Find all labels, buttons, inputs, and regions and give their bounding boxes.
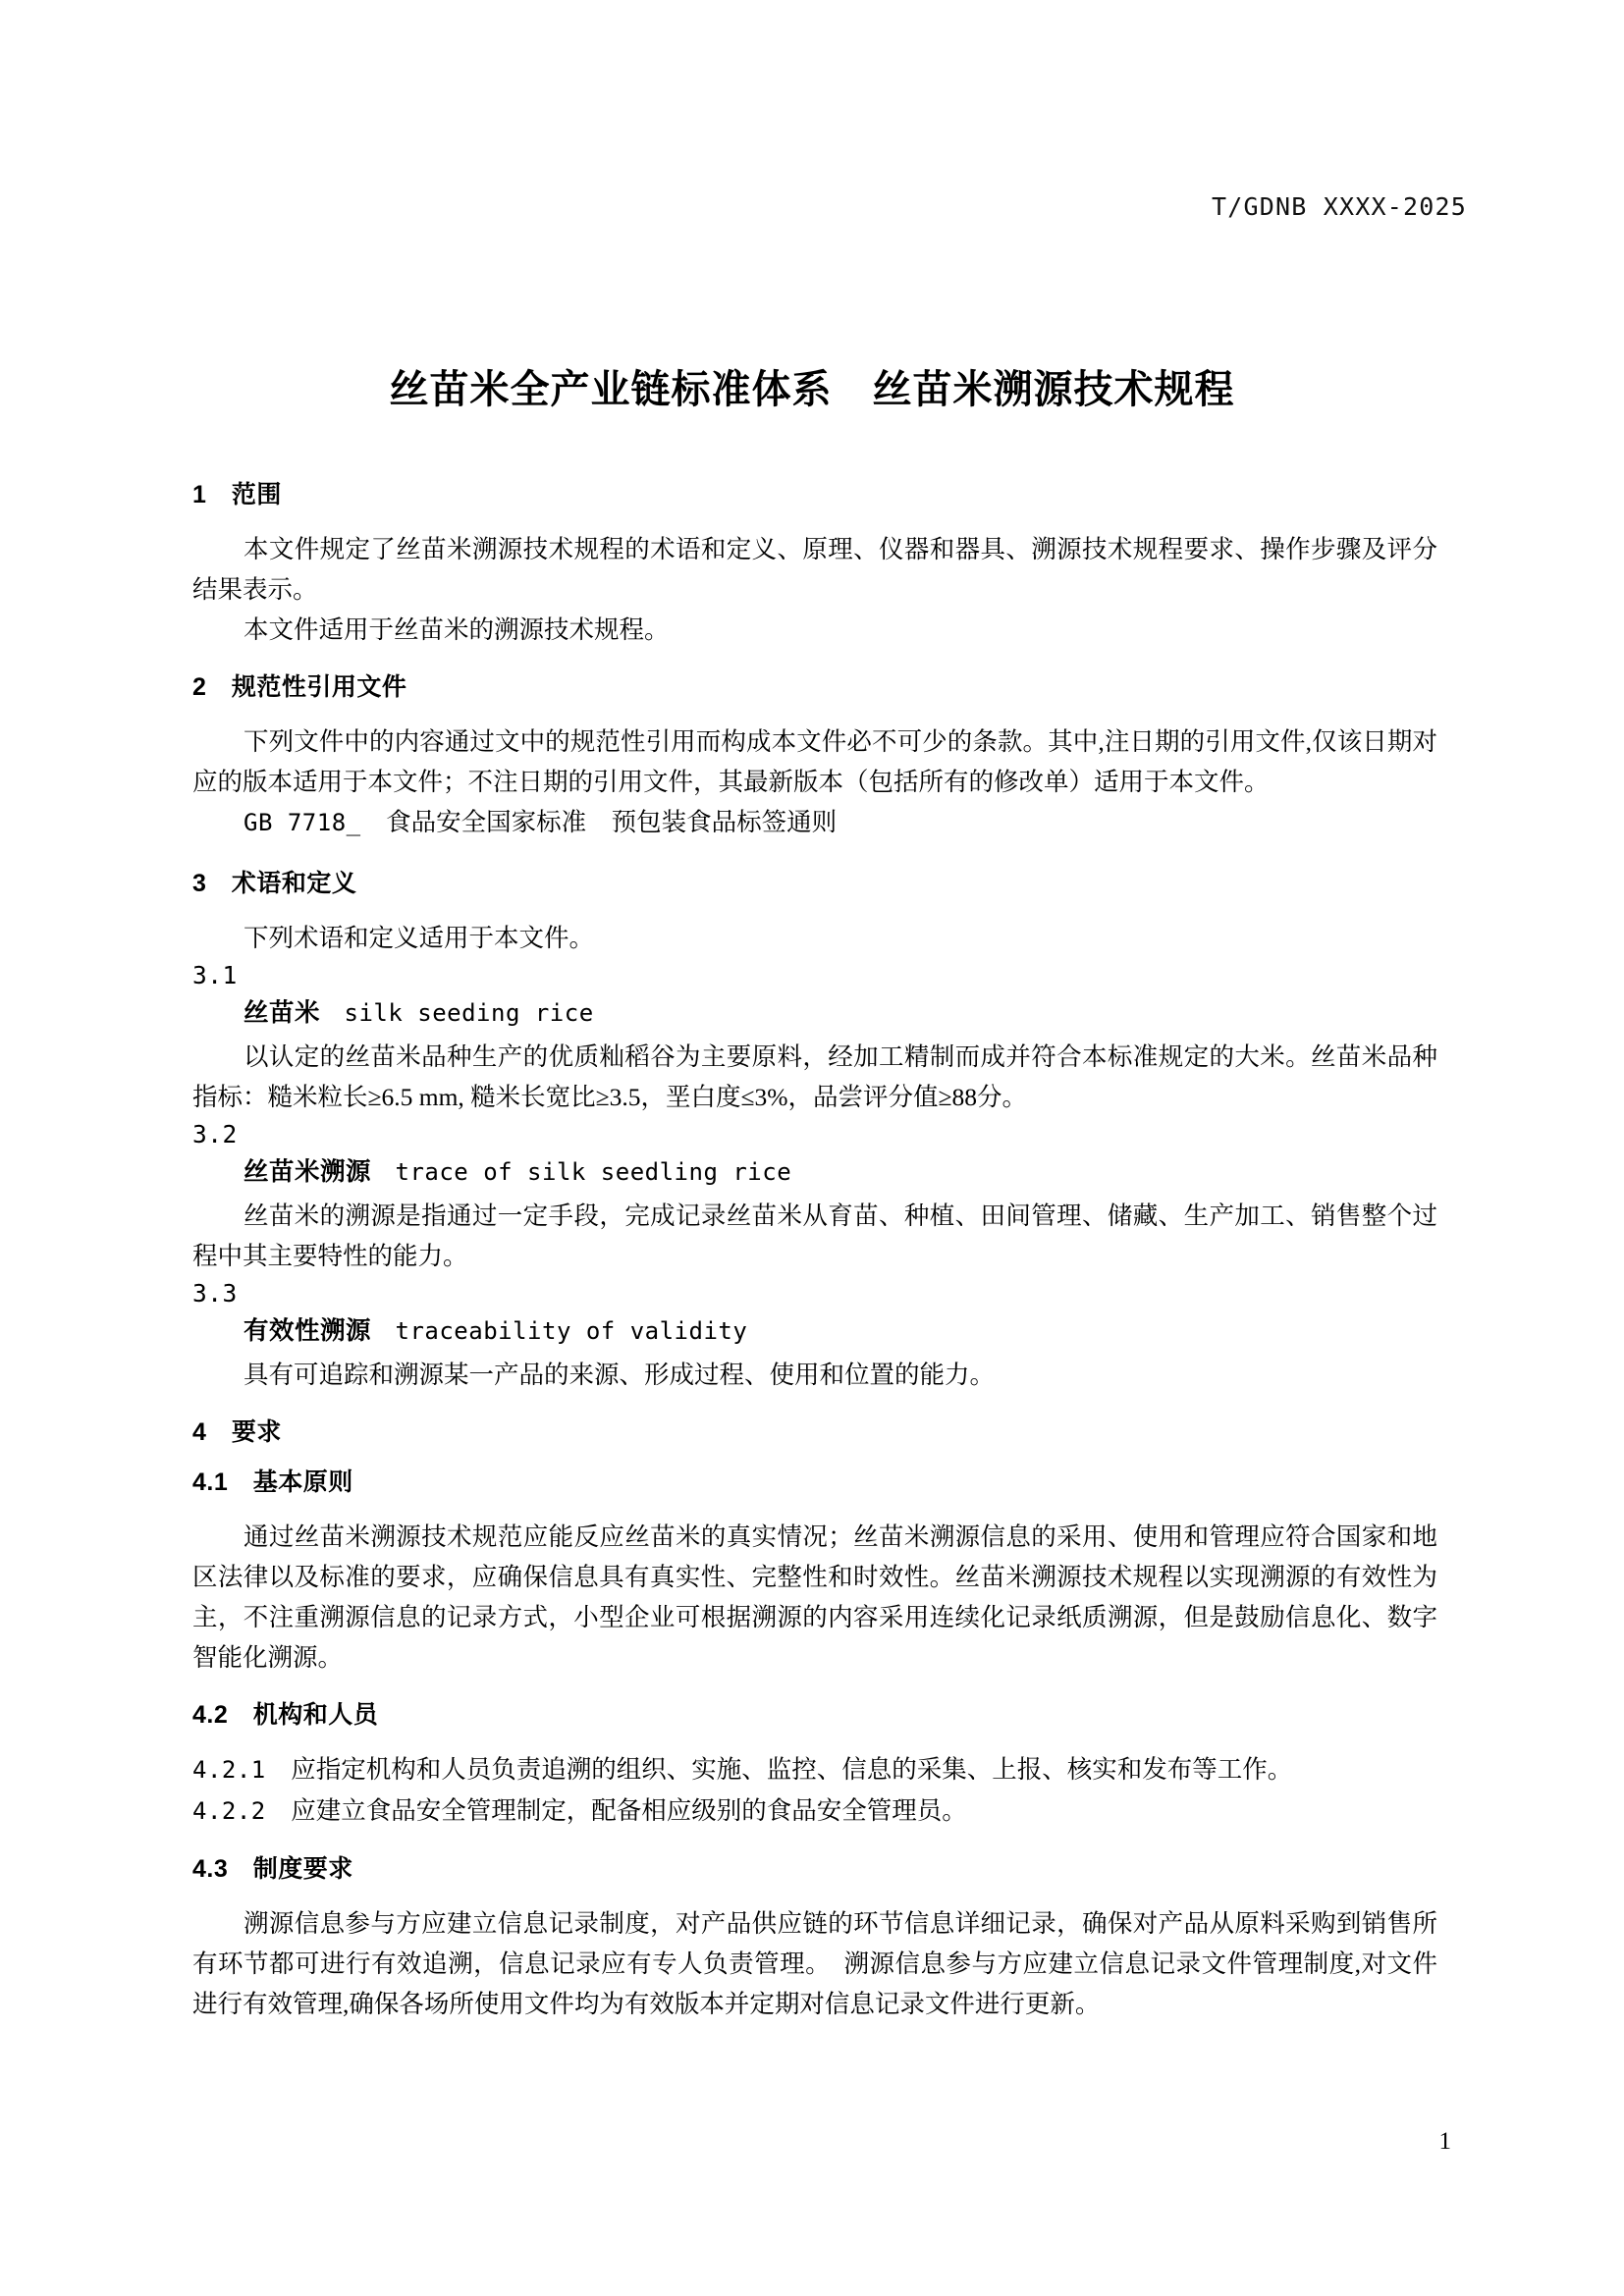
clause-4-2-1 (192, 1749, 1437, 1790)
section-4-3-paragraph-1: 溯源信息参与方应建立信息记录制度，对产品供应链的环节信息详细记录，确保对产品从原料采购到销售所有环节都可进行有效追溯，信息记录应有专人负责管理。 溯源信息参与方应建立信息记录文件管理制度,对文件进行有效管理,确保各场所使用文件均为有效版本并定期对信息记录文件进行更新。 (192, 1909, 1437, 2018)
section-3-paragraph-1: 下列术语和定义适用于本文件。 (244, 924, 595, 952)
clause-id-3-1: 3.1 (192, 961, 238, 989)
term-definition-3-2: 丝苗米的溯源是指通过一定手段，完成记录丝苗米从育苗、种植、田间管理、储藏、生产加工、销售整个过程中其主要特性的能力。 (192, 1201, 1437, 1270)
section-2-paragraph-1: 下列文件中的内容通过文中的规范性引用而构成本文件必不可少的条款。其中,注日期的引用文件,仅该日期对应的版本适用于本文件；不注日期的引用文件，其最新版本（包括所有的修改单）适用于本文件。 (192, 727, 1437, 796)
clause-id-3-2: 3.2 (192, 1120, 238, 1148)
term-entry-3-3 (192, 1311, 1437, 1355)
term-label-cn-3-3: 有效性溯源 (244, 1317, 372, 1345)
section-heading-3: 3 术语和定义 (192, 870, 357, 897)
term-label-en-3-1: silk seeding rice (320, 999, 594, 1027)
normative-reference-code: GB 7718_ (244, 809, 361, 836)
page-number: 1 (1438, 2128, 1451, 2155)
term-label-en-3-3: traceability of validity (371, 1317, 748, 1345)
section-heading-4-2: 4.2 机构和人员 (192, 1701, 379, 1729)
term-entry-3-2 (192, 1152, 1437, 1196)
term-definition-3-1: 以认定的丝苗米品种生产的优质籼稻谷为主要原料，经加工精制而成并符合本标准规定的大米。丝苗米品种指标：糙米粒长≥6.5 mm, 糙米长宽比≥3.5，垩白度≤3%，品尝评分值≥88分。 (192, 1042, 1437, 1111)
clause-text-4-2-2: 应建立食品安全管理制定，配备相应级别的食品安全管理员。 (265, 1796, 967, 1825)
clause-text-4-2-1: 应指定机构和人员负责追溯的组织、实施、监控、信息的采集、上报、核实和发布等工作。 (265, 1755, 1293, 1784)
normative-reference-item (192, 802, 1437, 846)
term-label-cn-3-1: 丝苗米 (244, 999, 321, 1027)
term-label-en-3-2: trace of silk seedling rice (371, 1158, 792, 1186)
clause-id-3-3: 3.3 (192, 1279, 238, 1308)
section-heading-4-3: 4.3 制度要求 (192, 1855, 353, 1883)
term-definition-3-3: 具有可追踪和溯源某一产品的来源、形成过程、使用和位置的能力。 (244, 1361, 996, 1389)
document-title: 丝苗米全产业链标准体系 丝苗米溯源技术规程 (389, 368, 1235, 411)
section-4-1-paragraph-1: 通过丝苗米溯源技术规范应能反应丝苗米的真实情况；丝苗米溯源信息的采用、使用和管理应符合国家和地区法律以及标准的要求，应确保信息具有真实性、完整性和时效性。丝苗米溯源技术规程以实现溯源的有效性为主，不注重溯源信息的记录方式，小型企业可根据溯源的内容采用连续化记录纸质溯源，但是鼓励信息化、数字智能化溯源。 (192, 1522, 1437, 1672)
section-1-paragraph-1: 本文件规定了丝苗米溯源技术规程的术语和定义、原理、仪器和器具、溯源技术规程要求、操作步骤及评分结果表示。 (192, 535, 1437, 604)
section-heading-2: 2 规范性引用文件 (192, 673, 407, 701)
term-label-cn-3-2: 丝苗米溯源 (244, 1158, 372, 1186)
normative-reference-title: 食品安全国家标准 预包装食品标签通则 (360, 808, 838, 836)
section-heading-4: 4 要求 (192, 1418, 282, 1446)
section-heading-1: 1 范围 (192, 481, 282, 508)
clause-4-2-2 (192, 1790, 1437, 1832)
section-heading-4-1: 4.1 基本原则 (192, 1468, 353, 1496)
running-header-standard-code: T/GDNB XXXX-2025 (1211, 192, 1467, 221)
document-body (192, 483, 1437, 2024)
clause-number-4-2-2: 4.2.2 (192, 1797, 266, 1825)
section-1-paragraph-2: 本文件适用于丝苗米的溯源技术规程。 (244, 615, 670, 644)
term-entry-3-1 (192, 993, 1437, 1037)
clause-number-4-2-1: 4.2.1 (192, 1756, 266, 1784)
